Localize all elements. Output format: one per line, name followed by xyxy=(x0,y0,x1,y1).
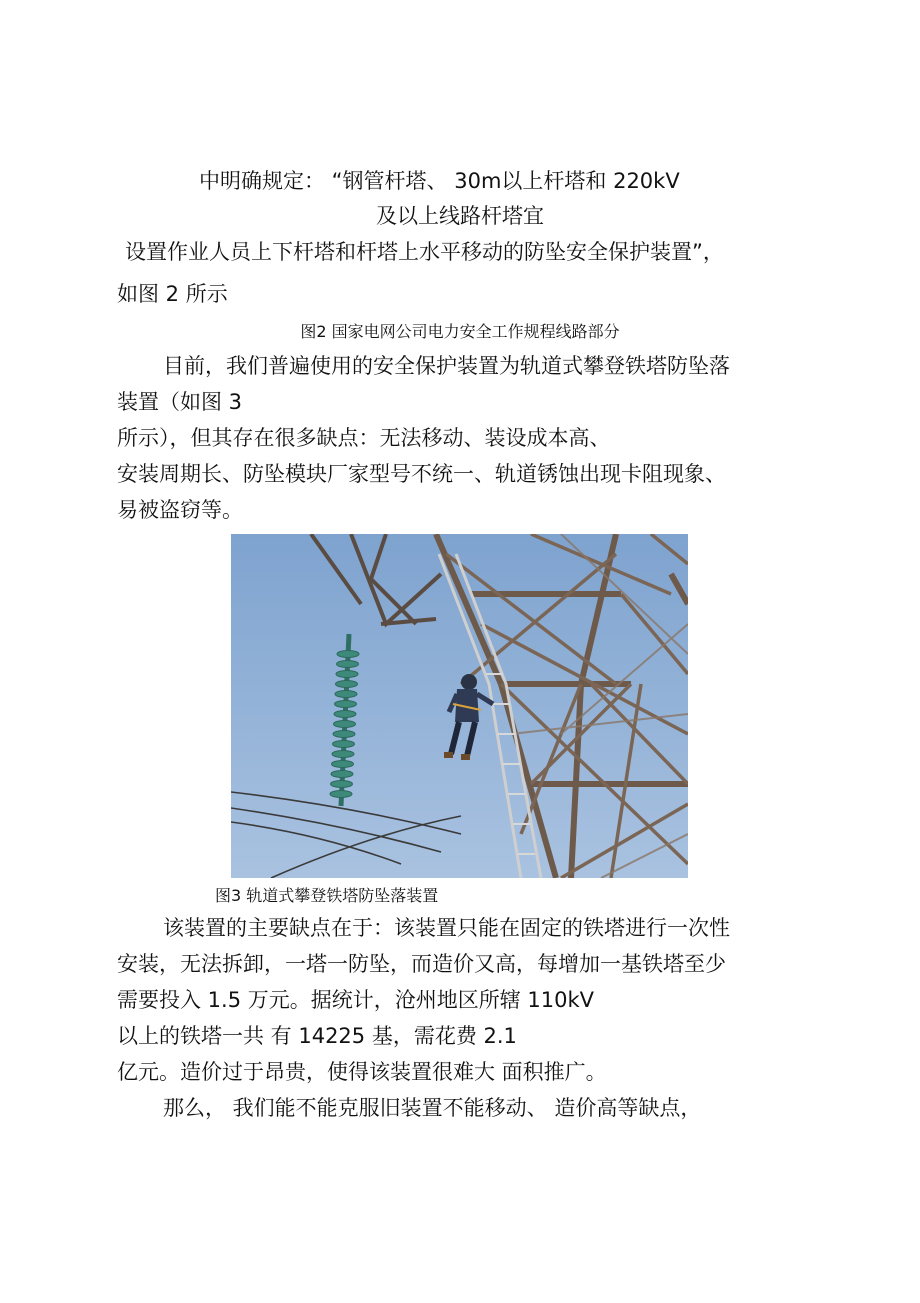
paragraph-3-line-2: 安装，无法拆卸，一塔一防坠，而造价又高，每增加一基铁塔至少 xyxy=(117,952,726,976)
paragraph-2-line-3: 所示），但其存在很多缺点：无法移动、装设成本高、 xyxy=(117,426,611,450)
paragraph-3-line-5: 亿元。造价过于昂贵，使得该装置很难大 面积推广。 xyxy=(117,1060,607,1084)
paragraph-2-line-4: 安装周期长、防坠模块厂家型号不统一、轨道锈蚀出现卡阻现象、 xyxy=(117,462,726,486)
paragraph-4-line-1: 那么， 我们能不能克服旧装置不能移动、 造价高等缺点， xyxy=(163,1096,702,1120)
paragraph-3-line-1: 该装置的主要缺点在于：该装置只能在固定的铁塔进行一次性 xyxy=(163,916,730,940)
figure-3-caption: 图3 轨道式攀登铁塔防坠落装置 xyxy=(215,886,439,905)
paragraph-2-line-2: 装置（如图 3 xyxy=(117,390,243,414)
paragraph-2-line-5: 易被盗窃等。 xyxy=(117,498,243,522)
paragraph-3-line-4: 以上的铁塔一共 有 14225 基，需花费 2.1 xyxy=(117,1024,517,1048)
paragraph-1-line-1: 中明确规定： “钢管杆塔、 30m以上杆塔和 220kV xyxy=(199,169,680,193)
paragraph-3-line-3: 需要投入 1.5 万元。据统计，沧州地区所辖 110kV xyxy=(117,988,595,1012)
paragraph-1-line-3: 设置作业人员上下杆塔和杆塔上水平移动的防坠安全保护装置”， xyxy=(125,240,724,264)
paragraph-2-line-1: 目前，我们普遍使用的安全保护装置为轨道式攀登铁塔防坠落 xyxy=(163,354,730,378)
paragraph-1-line-2: 及以上线路杆塔宜 xyxy=(376,204,544,228)
figure-3-photo xyxy=(231,534,688,878)
figure-2-caption: 图2 国家电网公司电力安全工作规程线路部分 xyxy=(300,322,620,341)
paragraph-1-line-4: 如图 2 所示 xyxy=(117,282,228,306)
